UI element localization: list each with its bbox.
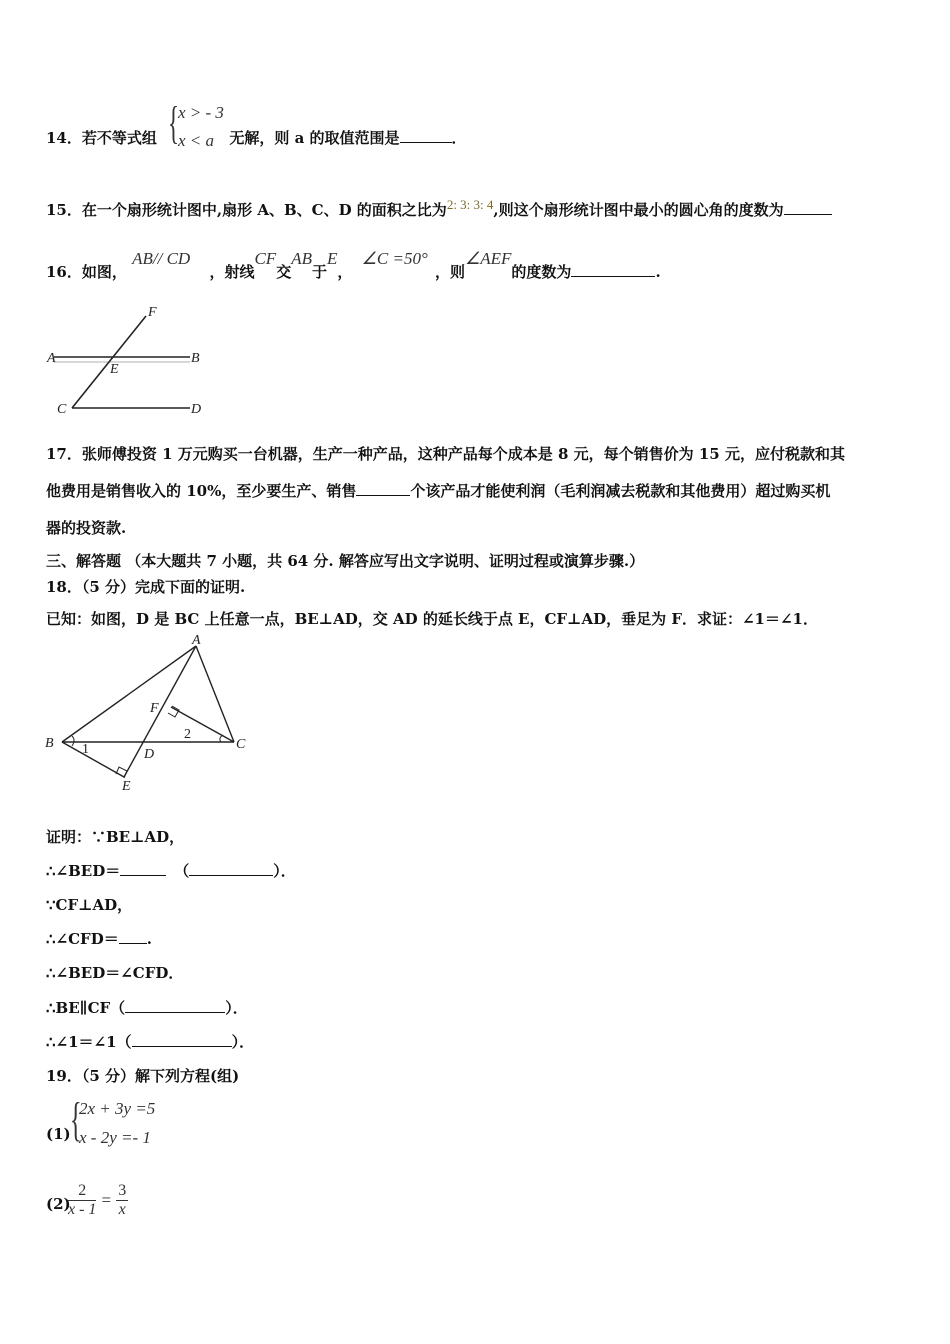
answer-blank[interactable] [784,200,832,215]
answer-blank[interactable] [571,262,655,277]
equation-1: 2x + 3y =5 [79,1099,156,1118]
fraction-left: $\frac{2}{x - 1}$ [68,1182,97,1218]
label-f: F [150,701,159,716]
ratio: 2: 3: 3: 4 [446,197,494,212]
reason-blank[interactable] [125,998,225,1013]
reason-blank[interactable] [189,861,273,876]
proof-step-2: ∴∠BED＝ （ ）． [46,862,296,880]
label-d: D [144,747,155,762]
question-19-title: 19．（5 分）解下列方程(组) [46,1067,240,1085]
figure-16 [44,300,214,420]
proof-step-5: ∴∠BED＝∠CFD． [46,964,184,982]
angle-1-arc [72,736,74,746]
proof-step-7: ∴∠1＝∠1（ ）． [46,1033,255,1051]
reason-blank[interactable] [132,1032,232,1047]
segment-ae [124,646,196,777]
question-16: 16．如图， AB// CD ，射线CF交AB于E， ∠C =50° ，则∠AEF的度数为 . [46,249,661,281]
label-e: E [122,779,131,794]
proof-step-3: ∵CF⊥AD， [46,896,133,914]
label-angle-1: 1 [82,742,89,757]
label-b: B [45,736,54,751]
question-15: 15．在一个扇形统计图中,扇形 A、B、C、D 的面积之比为2: 3: 3: 4,则这个扇形统计图中最小的圆心角的度数为 [46,199,832,220]
answer-blank[interactable] [120,861,166,876]
segment-ac [196,646,234,742]
label-d: D [191,402,202,417]
equation-2: x - 2y =- 1 [79,1128,151,1147]
label-a: A [192,633,201,648]
label-e: E [110,362,119,377]
answer-blank[interactable] [356,481,410,496]
proof-step-6: ∴BE∥CF（ ）． [46,999,248,1017]
answer-blank[interactable] [400,128,452,143]
ineq-line-2: x < a [178,131,215,150]
ineq-line-1: x > - 3 [178,103,224,122]
proof-step-1: 证明：∵BE⊥AD， [46,828,185,846]
fraction-equation: $\frac{2}{x - 1}$ = $\frac{3}{x}$ [68,1182,127,1218]
question-17-line-2: 他费用是销售收入的 10%，至少要生产、销售 个该产品才能使利润（毛利润减去税款和其他费用）超过购买机 [46,482,831,500]
question-17-line-3: 器的投资款. [46,519,127,537]
figure-18 [40,632,260,802]
label-angle-2: 2 [184,727,191,742]
proof-step-4: ∴∠CFD＝ . [46,930,152,948]
segment-cf [171,707,234,742]
label-b: B [191,351,200,366]
question-14: 14．若不等式组 无解，则 a 的取值范围是 ． [46,129,467,147]
question-18-given: 已知：如图，D 是 BC 上任意一点，BE⊥AD，交 AD 的延长线于点 E，CF⊥AD，垂足为 F．求证：∠1＝∠1． [46,610,818,628]
label-c: C [57,402,67,417]
label-c: C [236,737,246,752]
label-f: F [148,305,157,320]
section-3-heading: 三、解答题 （本大题共 7 小题，共 64 分. 解答应写出文字说明、证明过程或演算步骤.） [46,552,645,570]
question-17-line-1: 17．张师傅投资 1 万元购买一台机器，生产一种产品，这种产品每个成本是 8 元，每个销售价为 15 元，应付税款和其 [46,445,845,463]
question-18-title: 18．（5 分）完成下面的证明. [46,578,246,596]
part-2-label: (2) [46,1195,71,1213]
label-a: A [47,351,56,366]
brace: { [168,97,180,148]
fraction-right: $\frac{3}{x}$ [118,1182,127,1218]
segment-ab [62,646,196,742]
answer-blank[interactable] [119,929,147,944]
segment-be [62,742,124,777]
part-1-label: (1) [46,1125,71,1143]
brace: { [70,1093,82,1146]
